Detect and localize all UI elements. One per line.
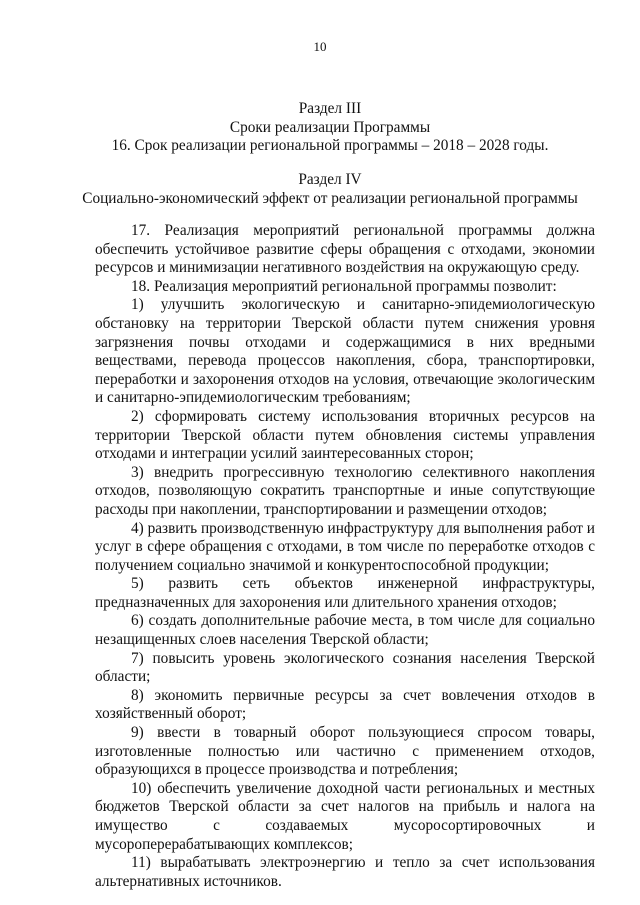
list-item-10: 10) обеспечить увеличение доходной части региональных и местных бюджетов Тверской области за счет налогов на прибыль и налога на имущество с создаваемых мусоросортировочных и мусороперерабатывающих комплексов; [95, 779, 595, 853]
list-item-4: 4) развить производственную инфраструктуру для выполнения работ и услуг в сфере обращения с отходами, в том числе по переработке отходов с получением социально значимой и конкурентоспособной продукции; [95, 519, 595, 574]
body-text [95, 222, 595, 891]
section-3-title: Сроки реализации Программы [229, 118, 431, 136]
list-item-6: 6) создать дополнительные рабочие места, в том числе для социально незащищенных слоев населения Тверской области; [95, 612, 595, 649]
paragraph-17: 17. Реализация мероприятий региональной программы должна обеспечить устойчивое развитие сферы обращения с отходами, экономии ресурсов и минимизации негативного воздействия на окружающую среду. [95, 222, 595, 277]
list-item-11: 11) вырабатывать электроэнергию и тепло за счет использования альтернативных источников. [95, 854, 595, 890]
section-3-item-16: 16. Срок реализации региональной программы – 2018 – 2028 годы. [111, 137, 549, 155]
section-3-heading: Раздел III [298, 100, 362, 117]
list-item-2: 2) сформировать систему использования вторичных ресурсов на территории Тверской области путем обновления системы управления отходами и интеграции усилий заинтересованных сторон; [95, 407, 595, 463]
list-item-3: 3) внедрить прогрессивную технологию селективного накопления отходов, позволяющую сократить транспортные и иные сопутствующие расходы при накоплении, транспортировании и размещении отходов; [95, 463, 595, 518]
list-item-8: 8) экономить первичные ресурсы за счет вовлечения отходов в хозяйственный оборот; [95, 686, 595, 723]
section-4 [80, 171, 580, 208]
list-item-5: 5) развить сеть объектов инженерной инфраструктуры, предназначенных для захоронения или длительного хранения отходов; [95, 575, 595, 611]
list-item-1: 1) улучшить экологическую и санитарно-эпидемиологическую обстановку на территории Тверской области путем снижения уровня загрязнения почвы отходами и содержащимися в них вредными веществами, перевода процессов накопления, сбора, транспортировки, переработки и захоронения отходов на условия, отвечающие экологическим и санитарно-эпидемиологическим требованиям; [95, 296, 595, 407]
paragraph-18: 18. Реализация мероприятий региональной программы позволит: [131, 277, 557, 295]
section-4-title: Социально-экономический эффект от реализации региональной программы [82, 189, 578, 207]
section-4-heading: Раздел IV [298, 171, 362, 188]
page-number: 10 [313, 39, 327, 54]
section-3 [80, 100, 580, 156]
list-item-9: 9) ввести в товарный оборот пользующиеся спросом товары, изготовленные полностью или частично с применением отходов, образующихся в процессе производства и потребления; [95, 724, 595, 779]
list-item-7: 7) повысить уровень экологического сознания населения Тверской области; [95, 649, 595, 686]
